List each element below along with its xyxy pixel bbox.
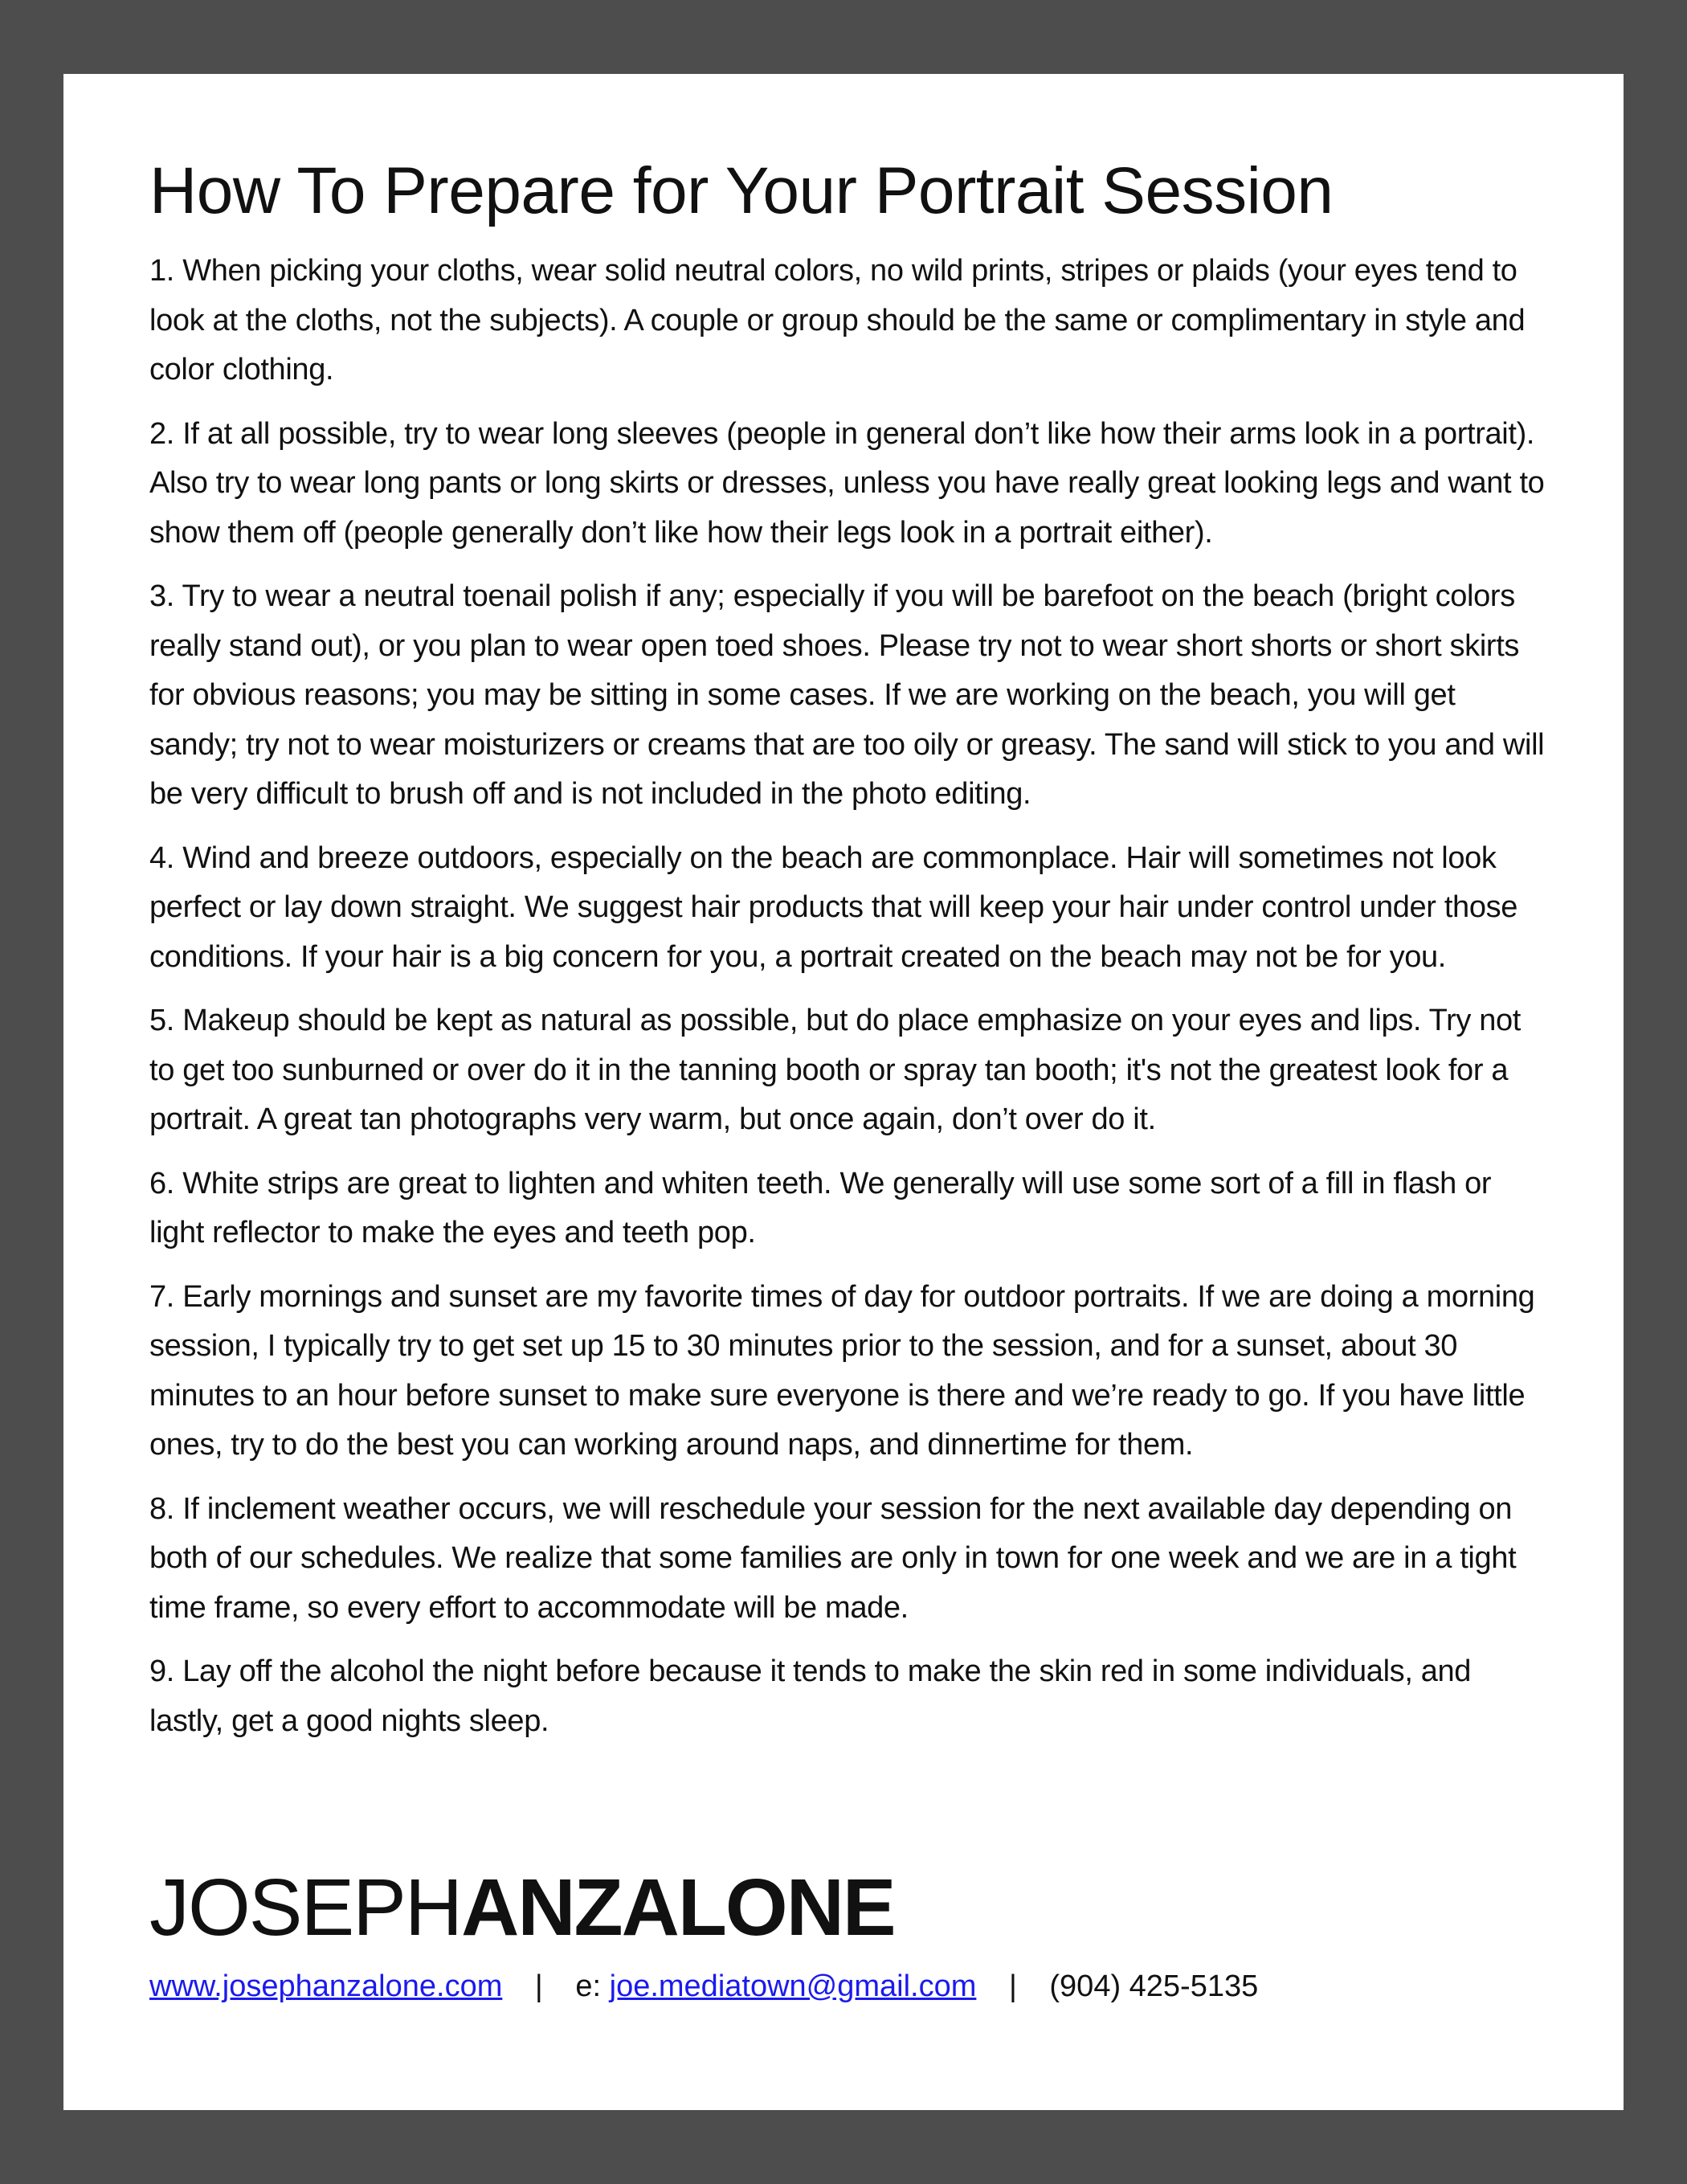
list-item: 8. If inclement weather occurs, we will reschedule your session for the next available day depending on both of our schedules. We realize that some families are only in town for one week and we are in a tight time frame, so every effort to accommodate will be made. <box>149 1491 1517 1625</box>
email-link[interactable]: joe.mediatown@gmail.com <box>609 1969 977 2003</box>
footer <box>149 1863 1547 2006</box>
phone-number: (904) 425-5135 <box>1049 1969 1259 2003</box>
list-item: 5. Makeup should be kept as natural as possible, but do place emphasize on your eyes and lips. Try not to get too sunburned or over do it in the tanning booth or spray tan booth; it's not the greatest look for a portrait. A great tan photographs very warm, but once again, don’t over do it. <box>149 1004 1522 1136</box>
list-item: 1. When picking your cloths, wear solid neutral colors, no wild prints, stripes or plaids (your eyes tend to look at the cloths, not the subjects). A couple or group should be the same or complimentary in style and color clothing. <box>149 254 1526 386</box>
list-item: 7. Early mornings and sunset are my favorite times of day for outdoor portraits. If we are doing a morning session, I typically try to get set up 15 to 30 minutes prior to the session, and for a sunset, about 30 minutes to an hour before sunset to make sure everyone is there and we’re ready to go. If you have little ones, try to do the best you can working around naps, and dinnertime for them. <box>149 1279 1535 1462</box>
document-title: How To Prepare for Your Portrait Session <box>149 154 1334 227</box>
list-item: 3. Try to wear a neutral toenail polish if any; especially if you will be barefoot on the beach (bright colors really stand out), or you plan to wear open toed shoes. Please try not to wear short shorts or short skirts for obvious reasons; you may be sitting in some cases. If we are working on the beach, you will get sandy; try not to wear moisturizers or creams that are too oily or greasy. The sand will stick to you and will be very difficult to brush off and is not included in the photo editing. <box>149 579 1545 811</box>
contact-line <box>149 1966 1547 2006</box>
list-item: 9. Lay off the alcohol the night before because it tends to make the skin red in some individuals, and lastly, get a good nights sleep. <box>149 1654 1472 1738</box>
logo-last-name: ANZALONE <box>461 1863 895 1953</box>
list-item: 2. If at all possible, try to wear long sleeves (people in general don’t like how their arms look in a portrait). Also try to wear long pants or long skirts or dresses, unless you have really great looking legs and want to show them off (people generally don’t like how their legs look in a portrait either). <box>149 416 1545 550</box>
document-page <box>63 74 1624 2110</box>
list-item: 6. White strips are great to lighten and whiten teeth. We generally will use some sort of a fill in flash or light reflector to make the eyes and teeth pop. <box>149 1166 1492 1249</box>
list-item: 4. Wind and breeze outdoors, especially on the beach are commonplace. Hair will sometimes not look perfect or lay down straight. We suggest hair products that will keep your hair under control under those conditions. If your hair is a big concern for you, a portrait created on the beach may not be for you. <box>149 840 1518 974</box>
separator: | <box>1008 1969 1017 2003</box>
brand-logo <box>149 1863 1547 1952</box>
separator: | <box>534 1969 543 2003</box>
email-label: e: <box>575 1969 602 2003</box>
logo-first-name: JOSEPH <box>149 1863 462 1953</box>
document-content <box>149 150 1547 1761</box>
website-link[interactable]: www.josephanzalone.com <box>149 1969 503 2003</box>
